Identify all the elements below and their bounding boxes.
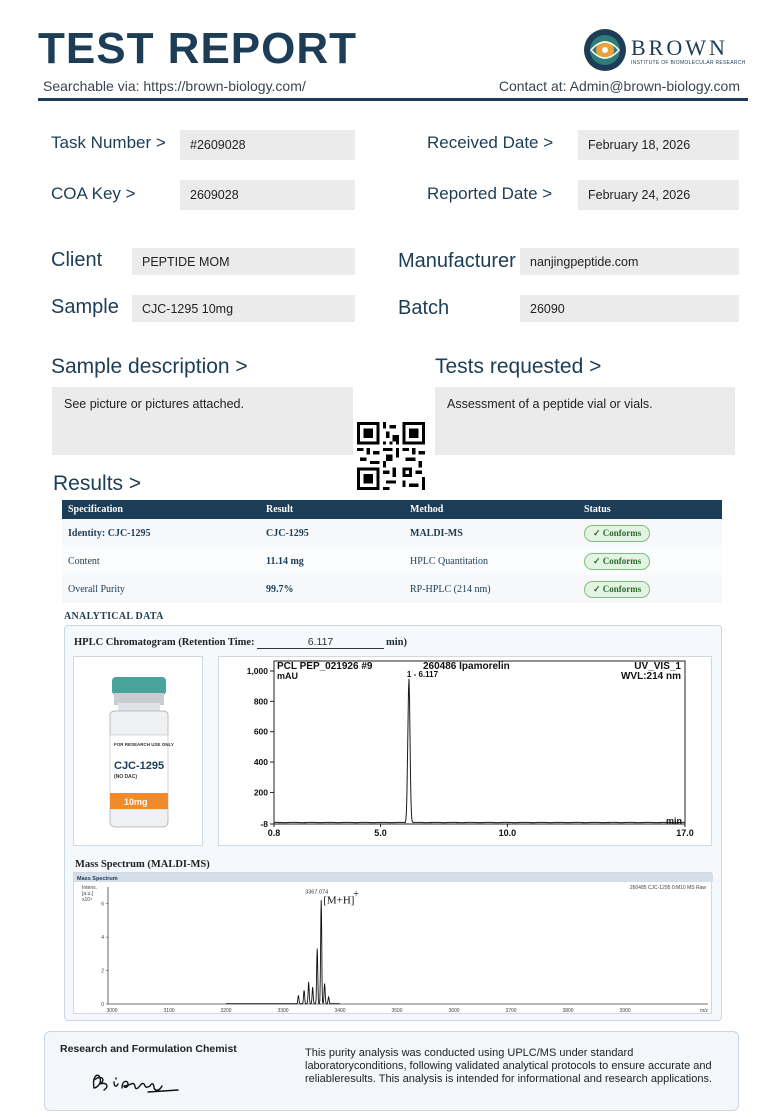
retention-time-value: 6.117 [257, 636, 384, 649]
chrom-y-tick-label: 800 [253, 696, 268, 707]
ms-peak-value: 3367.074 [305, 889, 329, 896]
chrom-y-tick-label: -8 [260, 819, 268, 829]
status-badge: ✓ Conforms [584, 581, 650, 598]
ms-x-tick-label: 3400 [334, 1008, 346, 1014]
table-row [62, 519, 722, 547]
result-cell: CJC-1295 [260, 519, 404, 547]
vial-ruo-text: FOR RESEARCH USE ONLY [114, 742, 174, 747]
chrom-x-tick-label: 10.0 [498, 828, 517, 838]
mass-spectrum [73, 872, 712, 1014]
col-status: Status [578, 500, 722, 519]
chemist-label: Research and Formulation Chemist [60, 1043, 237, 1055]
chrom-header-right: UV_VIS_1 [634, 661, 681, 672]
brown-logo [583, 26, 746, 74]
report-title: TEST REPORT [38, 24, 358, 73]
vial-image [74, 657, 204, 847]
batch-label: Batch [398, 297, 450, 319]
col-result: Result [260, 500, 404, 519]
ms-y-tick-label: 6 [101, 901, 104, 908]
chrom-y-tick-label: 600 [253, 726, 268, 737]
vial-photo [73, 656, 203, 846]
ms-x-tick-label: 3900 [619, 1008, 631, 1014]
method-cell: HPLC Quantitation [404, 547, 578, 575]
ms-x-tick-label: 3300 [277, 1008, 289, 1014]
chromatogram-plot [219, 657, 713, 847]
ms-trace [226, 900, 340, 1004]
hplc-chromatogram [218, 656, 712, 846]
ms-x-tick-label: 3800 [562, 1008, 574, 1014]
searchable-url[interactable]: Searchable via: https://brown-biology.com/ [43, 78, 306, 94]
method-cell: MALDI-MS [404, 519, 578, 547]
received-date-label: Received Date > [427, 133, 554, 152]
analytical-data-heading: ANALYTICAL DATA [64, 611, 164, 622]
contact-email[interactable]: Contact at: Admin@brown-biology.com [498, 78, 740, 94]
sample-description-box: See picture or pictures attached. [52, 387, 353, 455]
chrom-y-tick-label: 400 [253, 757, 268, 768]
hplc-title: HPLC Chromatogram (Retention Time: [74, 637, 255, 648]
status-cell [578, 519, 722, 547]
vial-subtitle: (NO DAC) [114, 774, 138, 780]
status-cell [578, 547, 722, 575]
sample-label: Sample [51, 296, 119, 318]
results-table [62, 500, 722, 603]
task-number-value: #2609028 [180, 130, 355, 160]
ms-x-tick-label: 3700 [505, 1008, 517, 1014]
chrom-peak-label: 1 - 6.117 [406, 670, 439, 680]
chrom-wavelength: WVL:214 nm [620, 671, 681, 682]
ms-ion-label: [M+H] [323, 894, 355, 907]
table-row [62, 575, 722, 603]
spec-cell: Content [62, 547, 260, 575]
sample-description-heading: Sample description > [51, 355, 248, 378]
report-header [38, 22, 748, 100]
ms-x-tick-label: 3500 [391, 1008, 403, 1014]
reported-date-value: February 24, 2026 [578, 180, 739, 210]
results-heading: Results > [53, 472, 142, 495]
table-row [62, 547, 722, 575]
tests-requested-heading: Tests requested > [435, 355, 602, 378]
chrom-x-tick-label: 17.0 [676, 828, 694, 838]
spec-cell: Identity: CJC-1295 [62, 519, 260, 547]
chrom-y-tick-label: 1,000 [246, 666, 268, 676]
mass-spectrum-plot [74, 873, 713, 1015]
batch-value: 26090 [520, 295, 739, 322]
chrom-x-unit: min [665, 816, 682, 826]
results-header-row [62, 500, 722, 519]
chrom-axis-ticks [247, 666, 694, 838]
ms-bar-title: Mass Spectrum [77, 876, 118, 882]
chrom-y-unit: mAU [277, 671, 299, 681]
tests-requested-box: Assessment of a peptide vial or vials. [435, 387, 735, 455]
ms-x-tick-label: 3100 [163, 1008, 175, 1014]
chrom-header-mid: 260486 Ipamorelin [423, 661, 510, 672]
reported-date-label: Reported Date > [427, 184, 553, 203]
logo-wordmark: BROWN [631, 35, 728, 60]
logo-emblem-icon [583, 28, 627, 72]
client-label: Client [51, 249, 103, 271]
ms-axis-ticks [101, 902, 708, 1014]
header-divider [38, 98, 748, 101]
ms-ion-charge: + [353, 889, 359, 901]
manufacturer-value: nanjingpeptide.com [520, 248, 739, 275]
ms-y-tick-label: 4 [101, 935, 104, 942]
retention-time-unit: min) [386, 637, 407, 648]
qr-code-icon[interactable] [357, 422, 425, 490]
spec-cell: Overall Purity [62, 575, 260, 603]
ms-x-tick-label: 3600 [448, 1008, 460, 1014]
col-method: Method [404, 500, 578, 519]
coa-key-value: 2609028 [180, 180, 355, 210]
vial-product-name: CJC-1295 [114, 760, 165, 772]
chrom-trace [274, 679, 685, 823]
footer-disclaimer: This purity analysis was conducted using UPLC/MS under standard laboratoryconditions, following validated analytical protocols to ensure accurate and reliableresults. This analysis is intended for informational and research applications. [305, 1047, 713, 1085]
ms-header-right: 260485 CJC-1295 0:M10 MS Raw [629, 885, 706, 891]
vial-dose: 10mg [124, 797, 148, 807]
chrom-y-tick-label: 200 [253, 787, 268, 798]
result-cell: 11.14 mg [260, 547, 404, 575]
ms-y-label-2: [a.u.] [82, 891, 94, 897]
ms-title-bar [74, 873, 713, 882]
col-specification: Specification [62, 500, 260, 519]
method-cell: RP-HPLC (214 nm) [404, 575, 578, 603]
chrom-x-tick-label: 5.0 [374, 828, 387, 838]
client-value: PEPTIDE MOM [132, 248, 355, 275]
ms-x-tick-label: 3200 [220, 1008, 232, 1014]
mass-spectrum-title: Mass Spectrum (MALDI-MS) [75, 859, 210, 870]
ms-y-tick-label: 2 [101, 968, 104, 975]
ms-x-tick-label: 3000 [106, 1008, 118, 1014]
task-number-label: Task Number > [51, 133, 166, 152]
chemist-signature [88, 1066, 188, 1096]
status-cell [578, 575, 722, 603]
chrom-frame [274, 661, 685, 824]
logo-subtitle: INSTITUTE OF BIOMOLECULAR RESEARCH [631, 60, 746, 66]
ms-y-label-1: Intens. [82, 885, 98, 891]
ms-y-tick-label: 0 [101, 1002, 104, 1008]
received-date-value: February 18, 2026 [578, 130, 739, 160]
result-cell: 99.7% [260, 575, 404, 603]
status-badge: ✓ Conforms [584, 553, 650, 570]
ms-x-tick-label: m/z [699, 1008, 709, 1014]
chrom-x-tick-label: 0.8 [267, 828, 281, 838]
manufacturer-label: Manufacturer [398, 250, 516, 272]
chrom-header-left: PCL PEP_021926 #9 [277, 661, 373, 672]
ms-y-label-3: x10⁴ [82, 897, 93, 903]
sample-value: CJC-1295 10mg [132, 295, 355, 322]
status-badge: ✓ Conforms [584, 525, 650, 542]
coa-key-label: COA Key > [51, 184, 136, 203]
